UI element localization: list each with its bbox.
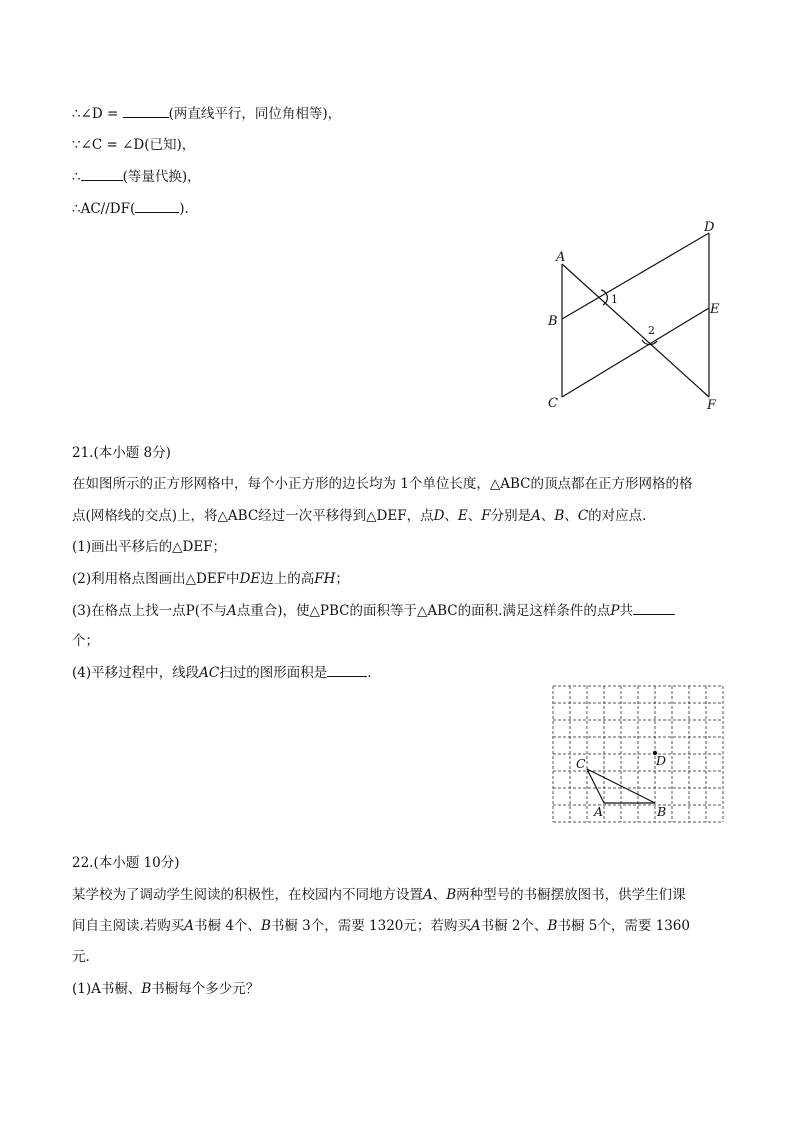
label-B: B bbox=[548, 314, 558, 329]
answer-blank bbox=[633, 601, 675, 615]
answer-blank bbox=[327, 663, 367, 677]
label-E: E bbox=[710, 302, 720, 317]
question-22-intro-1: 某学校为了调动学生阅读的积极性，在校园内不同地方设置A、B两种型号的书橱摆放图书，供学生们课 bbox=[72, 887, 686, 903]
triangle-side-CA bbox=[587, 769, 604, 803]
question-22-header: 22.(本小题 10分) bbox=[72, 855, 180, 871]
label-C: C bbox=[548, 396, 558, 411]
question-21-part-3-cont: 个； bbox=[72, 633, 99, 649]
label-F: F bbox=[707, 398, 717, 413]
grid-label-A: A bbox=[594, 804, 604, 819]
label-A: A bbox=[556, 250, 566, 265]
proof-line-4: ∴AC//DF( ). bbox=[72, 201, 189, 217]
grid-label-C: C bbox=[576, 756, 586, 771]
question-22-intro-3: 元. bbox=[72, 949, 90, 965]
segment-CE bbox=[562, 308, 709, 397]
angle-2-label: 2 bbox=[648, 324, 655, 337]
label-D: D bbox=[704, 220, 715, 235]
square-grid-figure bbox=[548, 682, 728, 832]
parallel-lines-figure bbox=[540, 216, 740, 416]
question-22-intro-2: 间自主阅读.若购买A书橱 4个、B书橱 3个，需要 1320元；若购买A书橱 2个、B书橱 5个，需要 1360 bbox=[72, 918, 690, 934]
grid-label-B: B bbox=[657, 804, 667, 819]
proof-line-1: ∴∠D = (两直线平行，同位角相等)， bbox=[72, 106, 342, 122]
grid-label-D: D bbox=[656, 753, 667, 768]
proof-line-3: ∴ (等量代换)， bbox=[72, 169, 201, 185]
question-21-part-3: (3)在格点上找一点P(不与A点重合)，使△PBC的面积等于△ABC的面积.满足这样条件的点P共 bbox=[72, 601, 675, 620]
segment-AF bbox=[562, 264, 709, 397]
answer-blank bbox=[81, 167, 123, 181]
angle-1-label: 1 bbox=[611, 293, 618, 306]
question-21-part-4: (4)平移过程中，线段AC扫过的图形面积是 . bbox=[72, 665, 372, 681]
question-22-part-1: (1)A书橱、B书橱每个多少元？ bbox=[72, 981, 260, 997]
answer-blank bbox=[135, 199, 179, 213]
proof-line-2: ∵∠C = ∠D(已知)， bbox=[72, 137, 196, 153]
segment-BD bbox=[562, 233, 709, 319]
answer-blank bbox=[123, 104, 169, 118]
question-21-part-1: (1)画出平移后的△DEF； bbox=[72, 539, 227, 555]
question-21-intro-2: 点(网格线的交点)上，将△ABC经过一次平移得到△DEF，点D、E、F分别是A、B、C的对应点. bbox=[72, 508, 647, 524]
question-21-header: 21.(本小题 8分) bbox=[72, 445, 171, 461]
question-21-intro-1: 在如图所示的正方形网格中，每个小正方形的边长均为 1个单位长度，△ABC的顶点都在正方形网格的格 bbox=[72, 476, 693, 492]
question-21-part-2: (2)利用格点图画出△DEF中DE边上的高FH； bbox=[72, 571, 349, 587]
